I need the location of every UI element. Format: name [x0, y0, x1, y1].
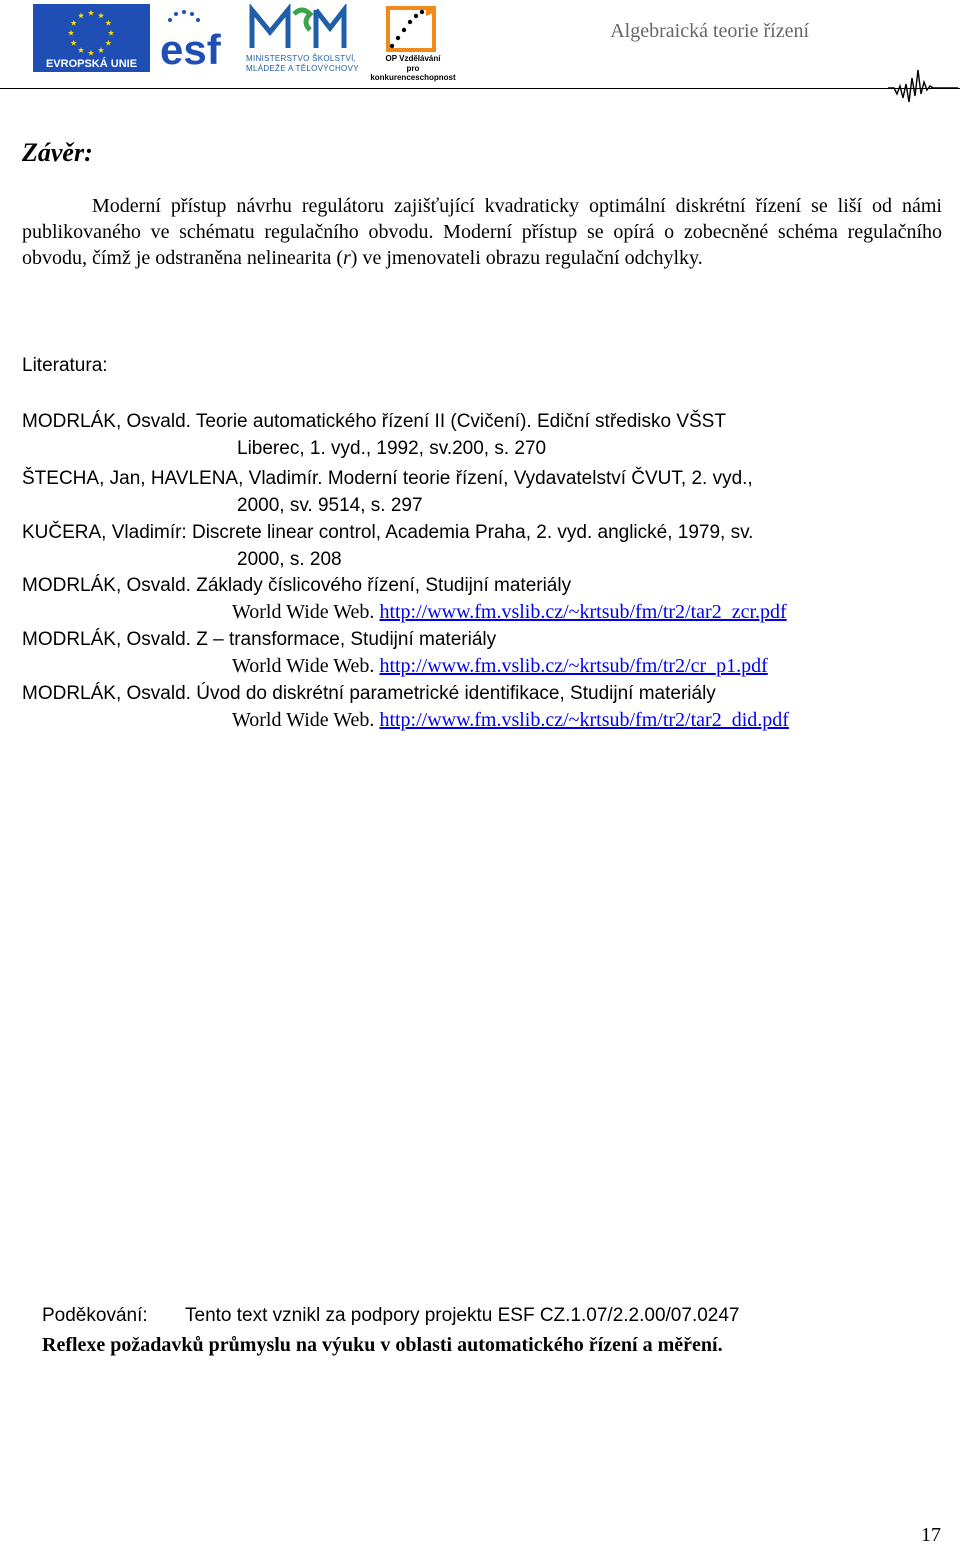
reference-continuation: [232, 653, 768, 680]
conclusion-text-1: Moderní přístup návrhu regulátoru zajišťující kvadraticky optimální diskrétní řízení se liší od námi publikovaného ve schématu regulačního obvodu. Moderní přístup se opírá o zobecněné schéma regulačního obvodu, čímž je odstraněna nelinearita (: [22, 195, 942, 269]
page-number: 17: [921, 1524, 941, 1546]
conclusion-variable-r: r: [343, 247, 351, 269]
reference-line: Základy číslicového řízení, Studijní materiály: [196, 575, 572, 596]
reference-line: ŠTECHA, Jan, HAVLENA, Vladimír. Moderní teorie řízení, Vydavatelství ČVUT, 2. vyd.,: [22, 468, 753, 489]
conclusion-text-2: ) ve jmenovateli obrazu regulační odchylky.: [350, 247, 703, 269]
literature-heading: Literatura:: [22, 355, 108, 376]
eu-star-icon: [98, 47, 104, 53]
eu-star-icon: [88, 10, 94, 16]
esf-wordmark: esf: [160, 26, 221, 70]
reference-link[interactable]: http://www.fm.vslib.cz/~krtsub/fm/tr2/cr_p1.pdf: [379, 655, 768, 677]
reference-continuation: 2000, s. 208: [237, 549, 342, 570]
running-title: Algebraická teorie řízení: [610, 20, 809, 42]
page-header: [0, 0, 960, 105]
conclusion-heading: Závěr:: [22, 138, 93, 167]
eu-star-icon: [105, 40, 111, 46]
msmt-name-line2: MLÁDEŽE A TĚLOVÝCHOVY: [246, 64, 359, 73]
reference-item: [22, 626, 768, 677]
eu-star-icon: [78, 12, 84, 18]
reference-item: [22, 680, 789, 731]
eu-star-icon: [108, 30, 114, 36]
eu-star-icon: [71, 40, 77, 46]
reference-line: MODRLÁK, Osvald. Teorie automatického řízení II (Cvičení). Ediční středisko VŠST: [22, 411, 726, 432]
esf-logo: [156, 6, 238, 70]
eu-star-icon: [88, 50, 94, 56]
msmt-mark-icon: [246, 4, 358, 54]
reference-item: [22, 408, 726, 459]
eu-star-icon: [68, 30, 74, 36]
reference-item: [22, 519, 754, 570]
eu-star-icon: [71, 20, 77, 26]
conclusion-paragraph: [22, 193, 942, 271]
reference-author: MODRLÁK, Osvald.: [22, 629, 191, 650]
msmt-name-line1: MINISTERSTVO ŠKOLSTVÍ,: [246, 54, 357, 63]
acknowledgement: [42, 1305, 740, 1327]
reference-line: Z – transformace, Studijní materiály: [196, 629, 497, 650]
reference-prefix: World Wide Web.: [232, 655, 375, 677]
reference-continuation: [232, 599, 787, 626]
acknowledgement-label: Poděkování:: [42, 1305, 148, 1326]
reference-continuation: [232, 707, 789, 734]
acknowledgement-text: Tento text vznikl za podpory projektu ESF CZ.1.07/2.2.00/07.0247: [185, 1305, 740, 1326]
eu-star-icon: [78, 47, 84, 53]
reference-prefix: World Wide Web.: [232, 709, 375, 731]
eu-stars-icon: [33, 4, 150, 62]
eu-flag-logo: [33, 4, 150, 72]
reference-continuation: Liberec, 1. vyd., 1992, sv.200, s. 270: [237, 438, 547, 459]
eu-caption: EVROPSKÁ UNIE: [45, 58, 138, 70]
project-title: Reflexe požadavků průmyslu na výuku v oblasti automatického řízení a měření.: [42, 1334, 723, 1356]
reference-link[interactable]: http://www.fm.vslib.cz/~krtsub/fm/tr2/tar2_did.pdf: [379, 709, 789, 731]
reference-item: [22, 465, 753, 516]
reference-item: [22, 572, 787, 623]
op-name-line1: OP Vzdělávání: [385, 54, 441, 63]
eu-star-icon: [98, 12, 104, 18]
reference-author: MODRLÁK, Osvald.: [22, 683, 191, 704]
reference-line: Úvod do diskrétní parametrické identifikace, Studijní materiály: [196, 683, 716, 704]
reference-continuation: 2000, sv. 9514, s. 297: [237, 495, 423, 516]
eu-star-icon: [105, 20, 111, 26]
op-vzdelavani-logo: [364, 4, 462, 82]
reference-line: KUČERA, Vladimír: Discrete linear control, Academia Praha, 2. vyd. anglické, 1979, sv.: [22, 522, 754, 543]
header-rule: [0, 88, 960, 89]
op-name-line2: pro konkurenceschopnost: [370, 64, 456, 82]
reference-author: MODRLÁK, Osvald.: [22, 575, 191, 596]
op-mark-icon: [364, 4, 462, 54]
reference-link[interactable]: http://www.fm.vslib.cz/~krtsub/fm/tr2/tar2_zcr.pdf: [379, 601, 787, 623]
reference-prefix: World Wide Web.: [232, 601, 375, 623]
msmt-logo: [246, 4, 358, 74]
signal-wave-icon: [888, 64, 958, 108]
